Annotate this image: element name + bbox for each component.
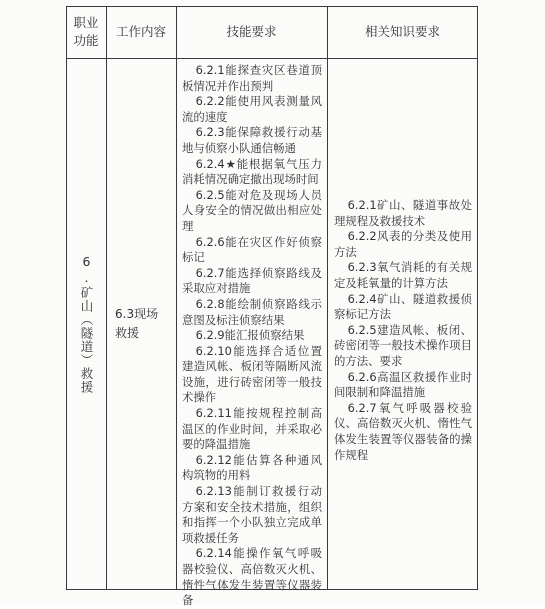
skill-item: 6.2.11能按规程控制高温区的作业时间，并采取必要的降温措施 bbox=[182, 406, 322, 452]
knowledge-list bbox=[334, 198, 472, 463]
header-knowledge bbox=[327, 6, 478, 58]
skill-item: 6.2.13能制订救援行动方案和安全技术措施，组织和指挥一个小队独立完成单项救援任务 bbox=[182, 484, 322, 545]
skill-item: 6.2.4★能根据氧气压力消耗情况确定撤出现场时间 bbox=[182, 156, 322, 187]
knowledge-item: 6.2.3氧气消耗的有关规定及耗氧量的计算方法 bbox=[334, 260, 472, 290]
header-skills-label: 技能要求 bbox=[226, 24, 277, 39]
column-divider-3 bbox=[327, 6, 328, 590]
header-work bbox=[106, 6, 176, 58]
work-cell bbox=[106, 58, 176, 590]
skills-list bbox=[182, 63, 322, 609]
work-text: 6.3现场救援 bbox=[115, 307, 159, 340]
header-knowledge-label: 相关知识要求 bbox=[364, 24, 440, 39]
skill-item: 6.2.5能对危及现场人员人身安全的情况做出相应处理 bbox=[182, 187, 322, 233]
header-skills bbox=[176, 6, 327, 58]
function-cell bbox=[66, 58, 106, 590]
skill-item: 6.2.10能选择合适位置建造风帐、板闭等隔断风流设施，进行砖密闭等一般技术操作 bbox=[182, 343, 322, 405]
skill-item: 6.2.9能汇报侦察结果 bbox=[195, 328, 305, 343]
skill-item: 6.2.14能操作氧气呼吸器校验仪、高倍数灭火机、惰性气体发生装置等仪器装备 bbox=[182, 546, 322, 608]
skill-item: 6.2.8能绘制侦察路线示意图及标注侦察结果 bbox=[182, 296, 322, 327]
skill-item: 6.2.6能在灾区作好侦察标记 bbox=[182, 234, 322, 265]
header-function-label: 职业功能 bbox=[73, 15, 99, 48]
knowledge-item: 6.2.5建造风帐、板闭、砖密闭等一般技术操作项目的方法、要求 bbox=[334, 322, 472, 368]
skill-item: 6.2.3能保障救援行动基地与侦察小队通信畅通 bbox=[182, 125, 322, 155]
skill-item: 6.2.1能探查灾区巷道顶板情况并作出预判 bbox=[182, 63, 322, 93]
knowledge-item: 6.2.1矿山、隧道事故处理规程及救援技术 bbox=[334, 198, 472, 228]
knowledge-item: 6.2.4矿山、隧道救援侦察标记方法 bbox=[334, 291, 472, 322]
skill-item: 6.2.2能使用风表测量风流的速度 bbox=[182, 94, 322, 124]
knowledge-item: 6.2.2风表的分类及使用方法 bbox=[334, 229, 472, 259]
header-function bbox=[66, 6, 106, 58]
knowledge-item: 6.2.7氧气呼吸器校验仪、高倍数灭火机、惰性气体发生装置等仪器装备的操作规程 bbox=[334, 400, 472, 462]
knowledge-item: 6.2.6高温区救援作业时间限制和降温措施 bbox=[334, 369, 472, 400]
skill-item: 6.2.12能估算各种通风构筑物的用料 bbox=[182, 452, 322, 483]
function-text: 6.矿山（隧道）救援 bbox=[79, 254, 94, 394]
skill-item: 6.2.7能选择侦察路线及采取应对措施 bbox=[182, 265, 322, 296]
header-work-label: 工作内容 bbox=[115, 24, 166, 39]
column-divider-2 bbox=[176, 6, 177, 590]
